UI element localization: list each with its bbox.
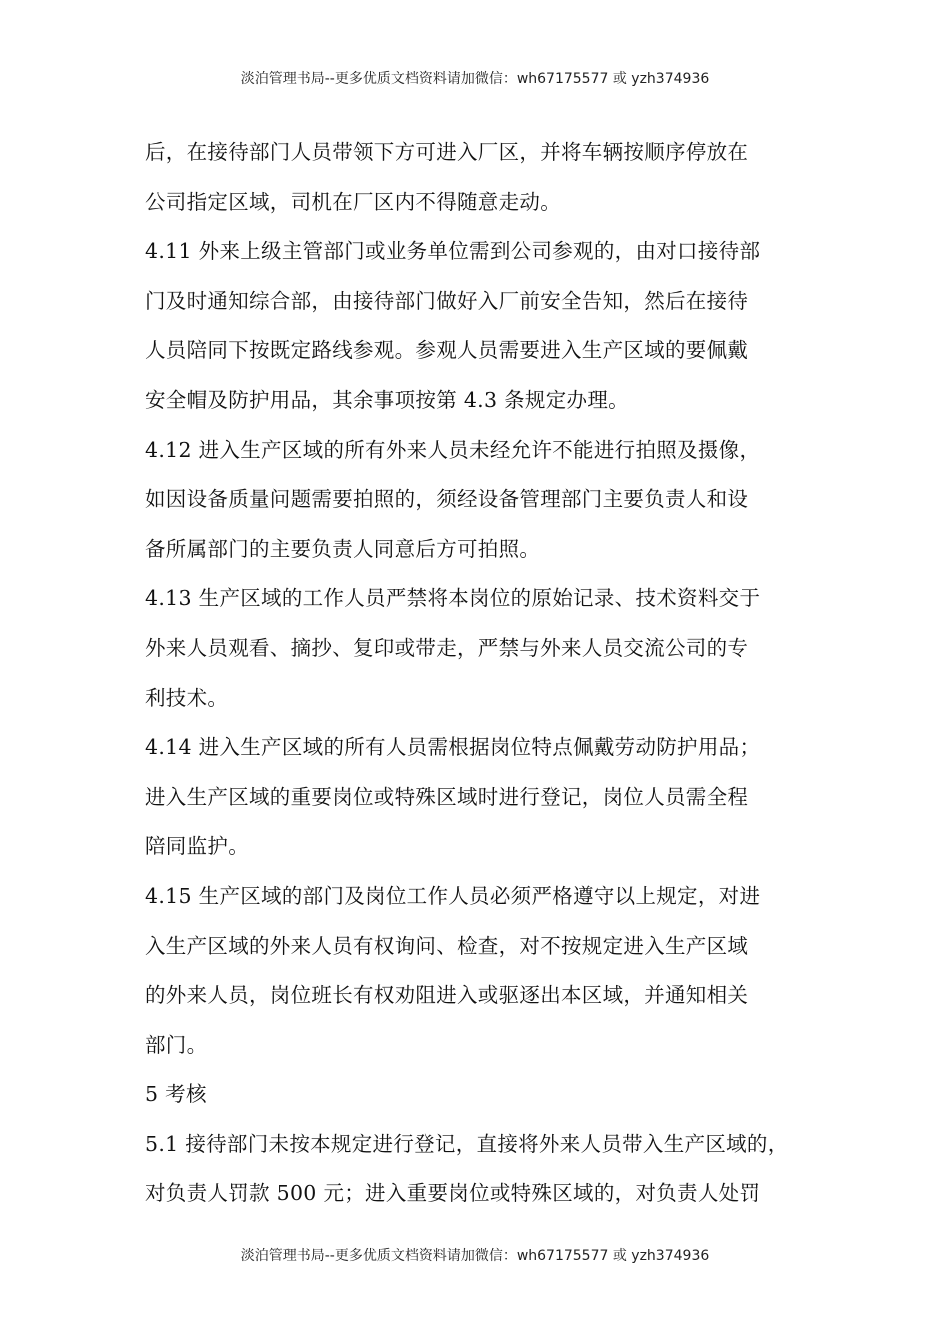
page-header: 淡泊管理书局--更多优质文档资料请加微信：wh67175577 或 yzh374936 <box>240 71 710 87</box>
text-line: 公司指定区域，司机在厂区内不得随意走动。 <box>145 189 561 214</box>
text-line: 门及时通知综合部，由接待部门做好入厂前安全告知，然后在接待 <box>145 288 749 313</box>
text-line: 进入生产区域的重要岗位或特殊区域时进行登记，岗位人员需全程 <box>145 784 749 809</box>
text-line: 备所属部门的主要负责人同意后方可拍照。 <box>145 536 541 561</box>
document-body <box>145 128 813 1219</box>
section-heading: 5 考核 <box>145 1082 207 1107</box>
text-line: 4.11 外来上级主管部门或业务单位需到公司参观的，由对口接待部 <box>145 239 761 264</box>
text-line: 部门。 <box>145 1032 208 1057</box>
text-line: 如因设备质量问题需要拍照的，须经设备管理部门主要负责人和设 <box>145 487 749 512</box>
text-line: 入生产区域的外来人员有权询问、检查，对不按规定进入生产区域 <box>145 933 749 958</box>
text-line: 5.1 接待部门未按本规定进行登记，直接将外来人员带入生产区域的， <box>145 1131 789 1156</box>
text-line: 利技术。 <box>145 685 229 710</box>
text-line: 的外来人员，岗位班长有权劝阻进入或驱逐出本区域，并通知相关 <box>145 983 749 1008</box>
text-line: 4.14 进入生产区域的所有人员需根据岗位特点佩戴劳动防护用品； <box>145 735 761 760</box>
text-line: 外来人员观看、摘抄、复印或带走，严禁与外来人员交流公司的专 <box>145 635 749 660</box>
text-line: 4.15 生产区域的部门及岗位工作人员必须严格遵守以上规定，对进 <box>145 883 761 908</box>
page-footer: 淡泊管理书局--更多优质文档资料请加微信：wh67175577 或 yzh374936 <box>240 1248 710 1264</box>
text-line: 人员陪同下按既定路线参观。参观人员需要进入生产区域的要佩戴 <box>145 338 749 363</box>
text-line: 陪同监护。 <box>145 834 249 859</box>
text-line: 4.12 进入生产区域的所有外来人员未经允许不能进行拍照及摄像， <box>145 437 761 462</box>
text-line: 对负责人罚款 500 元；进入重要岗位或特殊区域的，对负责人处罚 <box>145 1181 761 1206</box>
text-line: 后，在接待部门人员带领下方可进入厂区，并将车辆按顺序停放在 <box>145 140 749 164</box>
text-line: 4.13 生产区域的工作人员严禁将本岗位的原始记录、技术资料交于 <box>145 586 761 611</box>
text-line: 安全帽及防护用品，其余事项按第 4.3 条规定办理。 <box>145 387 629 412</box>
